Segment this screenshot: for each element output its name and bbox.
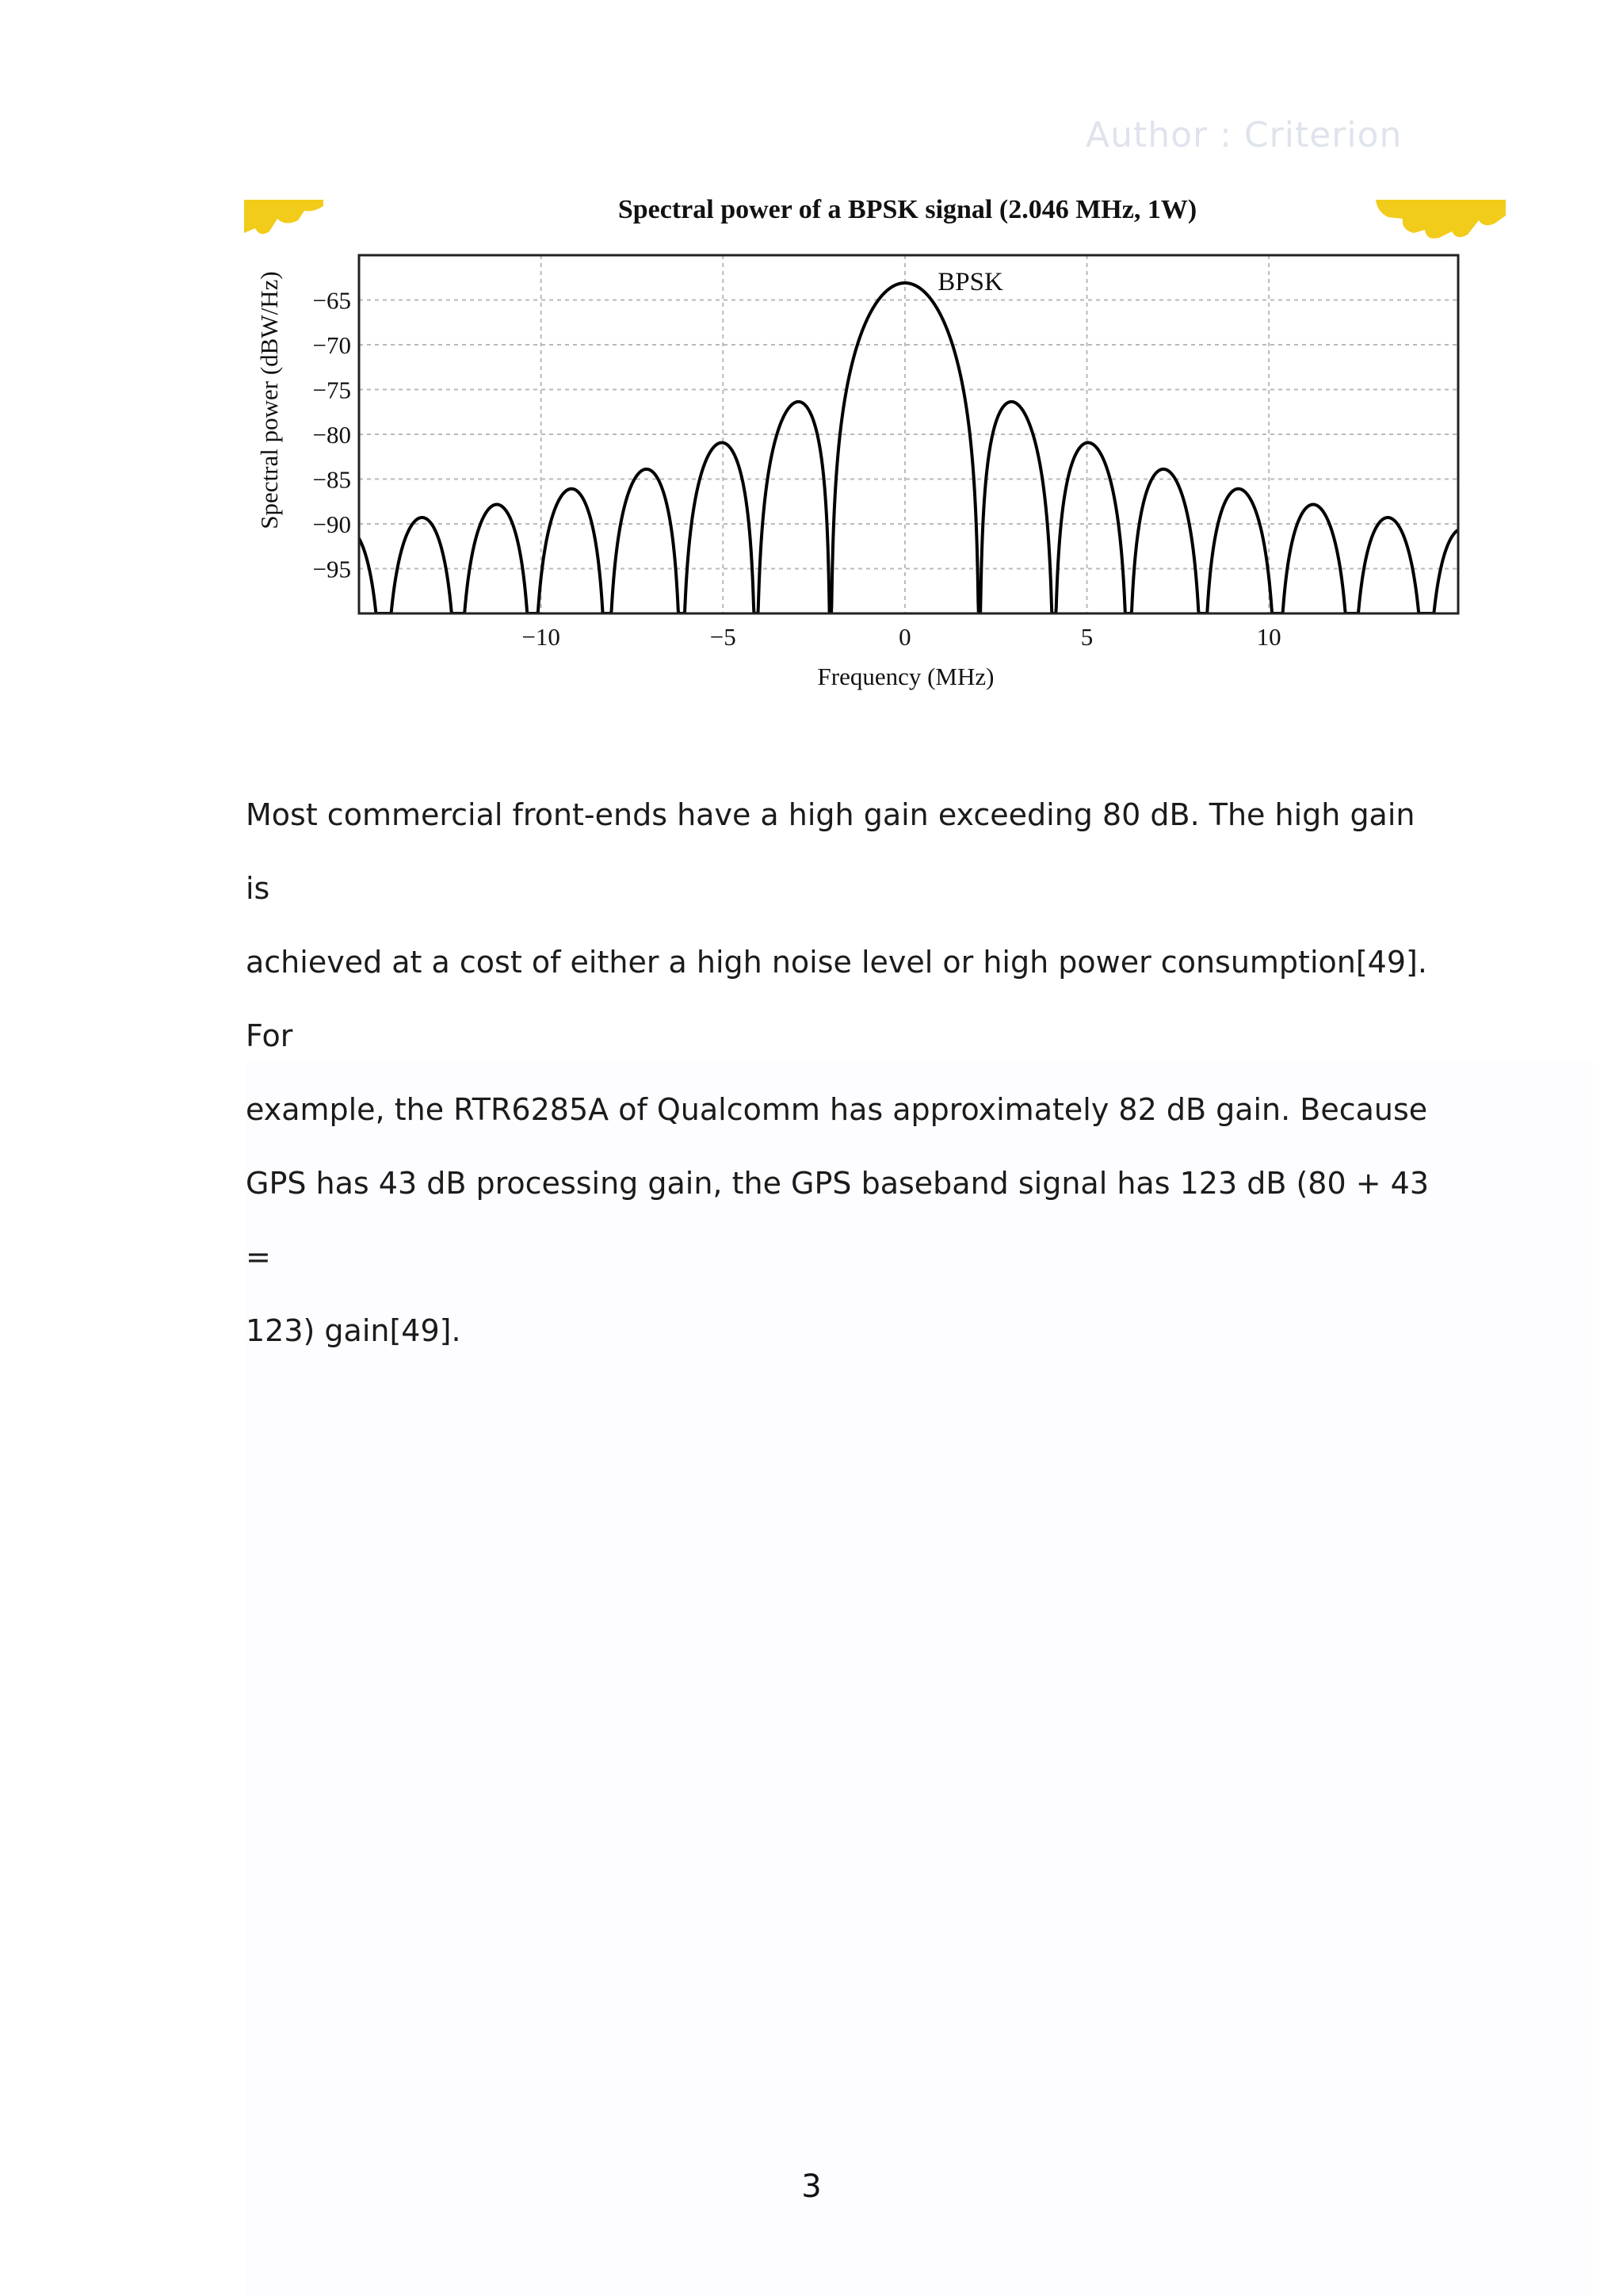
x-tick-label: 0 (899, 623, 911, 651)
chart-title: Spectral power of a BPSK signal (2.046 MHz, 1W) (617, 195, 1197, 224)
x-axis-label: Frequency (MHz) (817, 663, 995, 690)
paragraph-line: Most commercial front-ends have a high gain exceeding 80 dB. The high gain is (246, 797, 1415, 906)
spectral-power-figure (238, 182, 1506, 705)
body-paragraph (246, 778, 1434, 1368)
grid-lines (359, 255, 1458, 613)
series-layer (359, 283, 1458, 613)
y-tick-label: −85 (312, 465, 351, 494)
paragraph-line: GPS has 43 dB processing gain, the GPS baseband signal has 123 dB (80 + 43 = (246, 1166, 1430, 1274)
y-tick-label: −80 (312, 421, 351, 449)
y-tick-label: −90 (312, 510, 351, 538)
annotation-bpsk: BPSK (938, 267, 1003, 296)
right-badge-icon (1376, 200, 1506, 239)
tick-labels (313, 287, 1281, 651)
y-tick-label: −70 (312, 331, 351, 359)
y-tick-label: −95 (312, 555, 351, 583)
y-tick-label: −75 (312, 376, 351, 404)
paragraph-line: 123) gain[49]. (246, 1313, 461, 1348)
page-number: 3 (801, 2168, 822, 2205)
paragraph-line: example, the RTR6285A of Qualcomm has approximately 82 dB gain. Because (246, 1092, 1428, 1127)
left-badge-icon (244, 200, 323, 234)
paragraph-line: achieved at a cost of either a high noise level or high power consumption[49]. For (246, 945, 1427, 1053)
x-tick-label: −5 (709, 623, 736, 651)
x-tick-label: 5 (1080, 623, 1094, 651)
x-tick-label: 10 (1256, 623, 1281, 651)
y-axis-label: Spectral power (dBW/Hz) (255, 271, 283, 529)
bpsk-spectrum-chart (238, 182, 1506, 705)
y-tick-label: −65 (312, 286, 351, 315)
series-line-bpsk (359, 283, 1458, 613)
author-watermark: Author : Criterion (1086, 115, 1403, 155)
x-tick-label: −10 (521, 623, 560, 651)
